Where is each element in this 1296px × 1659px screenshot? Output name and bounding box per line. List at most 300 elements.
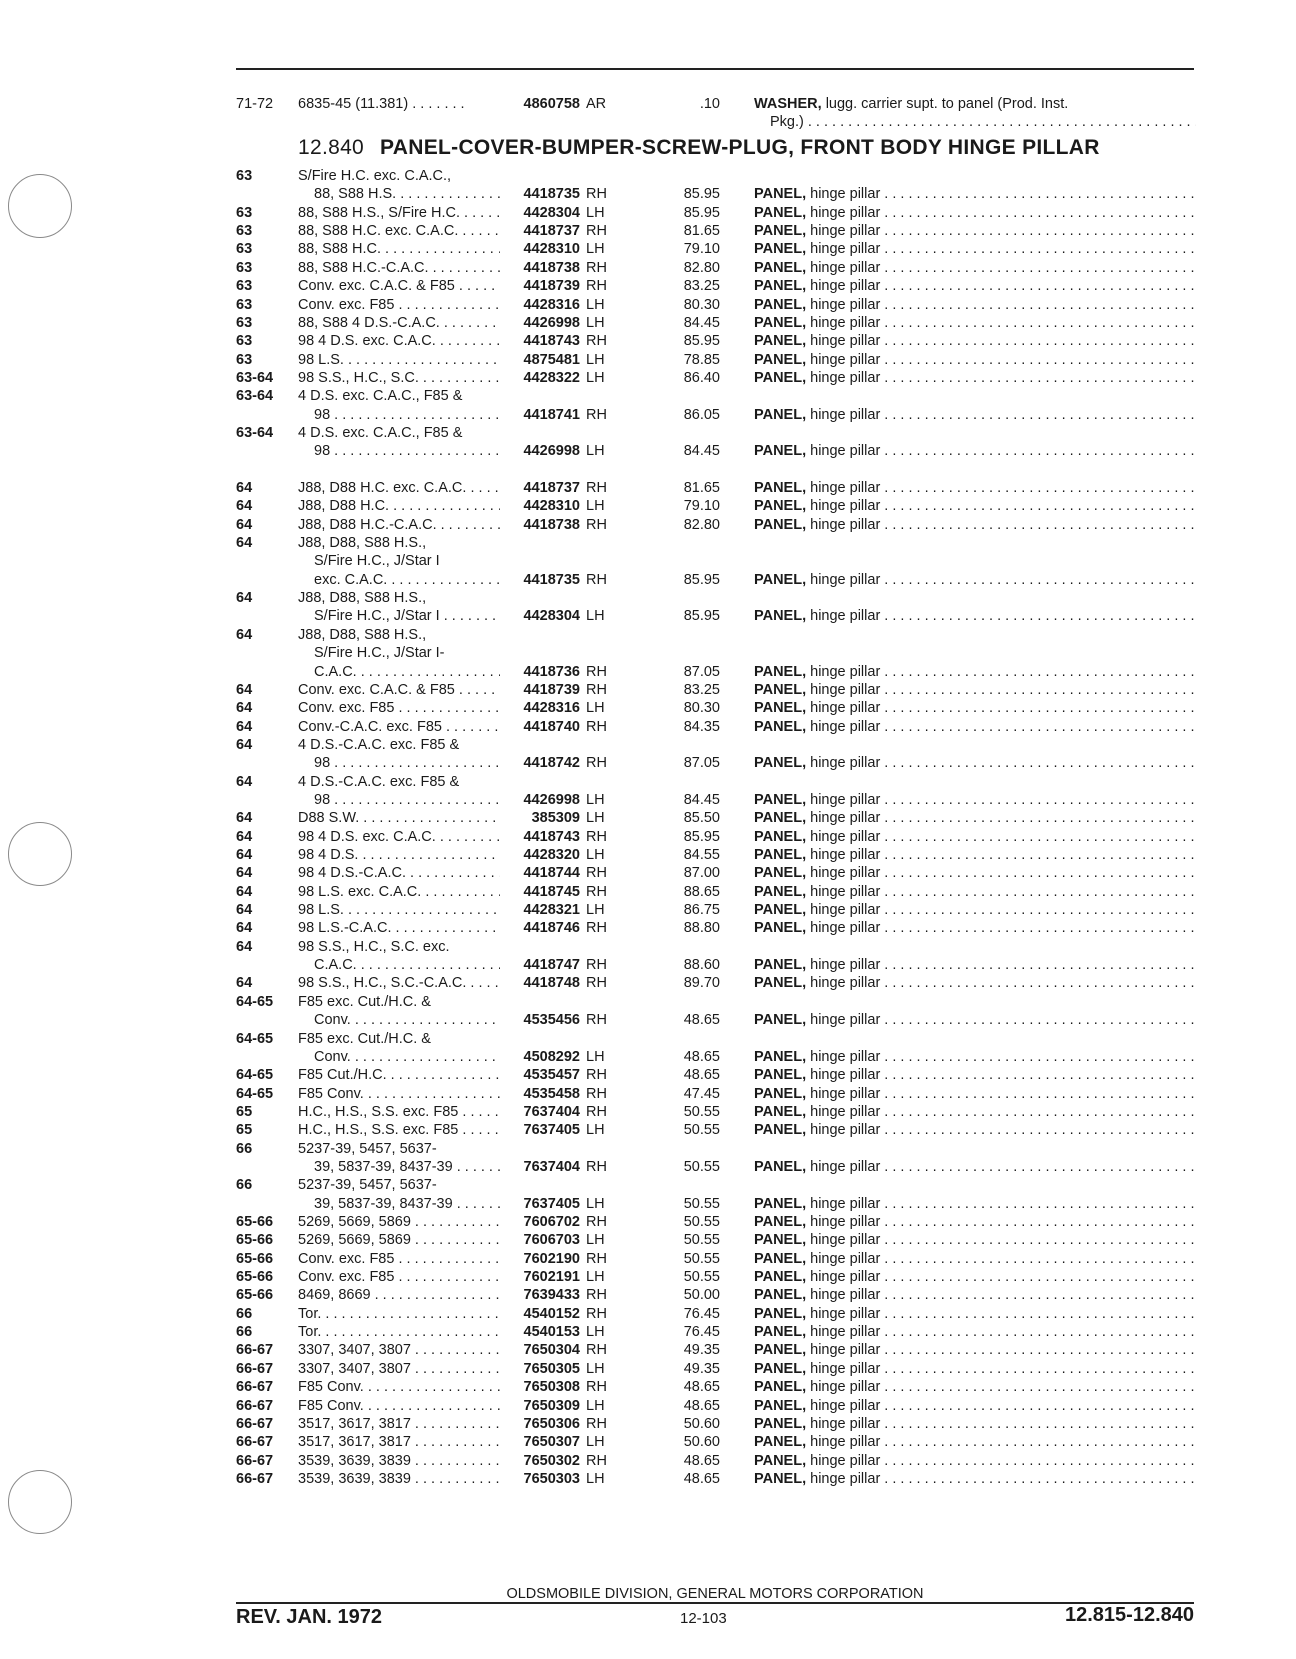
part-number: 4535457 bbox=[523, 1067, 580, 1084]
table-row-continuation bbox=[236, 992, 1196, 1012]
part-name: PANEL, bbox=[754, 1287, 807, 1304]
part-desc: hinge pillar bbox=[806, 957, 881, 974]
year: 64-65 bbox=[236, 993, 274, 1010]
part-number: 4426998 bbox=[523, 443, 580, 460]
model: 5237-39, 5457, 5637- bbox=[298, 1177, 437, 1194]
model: exc. C.A.C. . . . bbox=[314, 570, 500, 590]
part-name: PANEL, bbox=[754, 351, 807, 368]
price: 50.00 bbox=[683, 1287, 720, 1304]
model: 3539, 3639, 3839 . . . bbox=[298, 1451, 500, 1471]
description bbox=[754, 203, 1196, 223]
section-range: 12.815-12.840 bbox=[1064, 1604, 1194, 1626]
table-row bbox=[236, 753, 1196, 773]
year: 65-66 bbox=[236, 1214, 274, 1230]
top-rule bbox=[236, 68, 1194, 70]
side: RH bbox=[586, 1415, 607, 1432]
table-row bbox=[236, 276, 1196, 296]
part-name: PANEL, bbox=[754, 1122, 807, 1139]
side: RH bbox=[586, 223, 607, 240]
table-row bbox=[236, 790, 1196, 810]
year: 64 bbox=[236, 773, 253, 790]
year: 65-66 bbox=[236, 1232, 274, 1249]
price: 50.60 bbox=[683, 1415, 720, 1432]
part-name: PANEL, bbox=[754, 1012, 807, 1029]
year: 66-67 bbox=[236, 1434, 274, 1451]
description bbox=[754, 1047, 1196, 1067]
part-number: 7650305 bbox=[523, 1360, 580, 1377]
model: 88, S88 H.S. . . . bbox=[314, 184, 500, 204]
year: 63 bbox=[236, 259, 253, 276]
model: 4 D.S.-C.A.C. exc. F85 & bbox=[298, 773, 460, 790]
price: 86.05 bbox=[683, 406, 720, 423]
part-name: PANEL, bbox=[754, 1360, 807, 1377]
part-number: 4535458 bbox=[523, 1085, 580, 1102]
description bbox=[754, 1120, 1196, 1140]
year: 64 bbox=[236, 938, 253, 955]
price: 48.65 bbox=[683, 1379, 720, 1396]
model: 98 4 D.S. exc. C.A.C. . . . bbox=[298, 331, 500, 351]
binder-hole-top bbox=[8, 174, 72, 238]
table-row bbox=[236, 808, 1196, 828]
year: 64 bbox=[236, 590, 253, 606]
part-name: PANEL, bbox=[754, 333, 807, 350]
part-name: PANEL, bbox=[754, 1214, 807, 1230]
part-number: 4418735 bbox=[523, 571, 580, 588]
table-row bbox=[236, 845, 1196, 865]
table-row bbox=[236, 1065, 1196, 1085]
side: LH bbox=[586, 1324, 605, 1341]
description bbox=[754, 1212, 1196, 1232]
price: 86.40 bbox=[683, 369, 720, 386]
part-number: 4418748 bbox=[523, 975, 580, 992]
part-desc: hinge pillar bbox=[806, 975, 881, 992]
year: 64-65 bbox=[236, 1067, 274, 1084]
model: J88, D88, S88 H.S., bbox=[298, 590, 427, 606]
table-row bbox=[236, 973, 1196, 993]
part-name: PANEL, bbox=[754, 406, 807, 423]
table-row bbox=[236, 918, 1196, 938]
description bbox=[754, 1322, 1196, 1342]
table-row bbox=[236, 1432, 1196, 1452]
price: 50.60 bbox=[683, 1434, 720, 1451]
model: Tor. . . . bbox=[298, 1304, 500, 1324]
table-row bbox=[236, 203, 1196, 223]
price: 48.65 bbox=[683, 1397, 720, 1414]
price: 84.35 bbox=[683, 718, 720, 735]
model: 98 . . . bbox=[314, 441, 500, 461]
side: RH bbox=[586, 828, 607, 845]
model: S/Fire H.C. exc. C.A.C., bbox=[298, 168, 452, 184]
part-number: 7650309 bbox=[523, 1397, 580, 1414]
part-desc: hinge pillar bbox=[806, 1360, 881, 1377]
price: 50.55 bbox=[683, 1103, 720, 1120]
part-number: 7606702 bbox=[523, 1214, 580, 1230]
side: LH bbox=[586, 241, 605, 258]
model: 98 4 D.S.-C.A.C. . . . bbox=[298, 863, 500, 883]
part-name: PANEL, bbox=[754, 1415, 807, 1432]
table-row bbox=[236, 1396, 1196, 1416]
side: RH bbox=[586, 571, 607, 588]
year: 63 bbox=[236, 241, 253, 258]
description bbox=[754, 1359, 1196, 1379]
description bbox=[754, 827, 1196, 847]
table-row bbox=[236, 955, 1196, 975]
year: 71-72 bbox=[236, 96, 274, 112]
price: 50.55 bbox=[683, 1195, 720, 1212]
model: Conv. exc. F85 . . . bbox=[298, 698, 500, 718]
page-number: 12-103 bbox=[680, 1610, 727, 1627]
model: F85 Conv. . . . bbox=[298, 1396, 500, 1416]
model: C.A.C. . . . bbox=[314, 955, 500, 975]
side: LH bbox=[586, 902, 605, 918]
side: LH bbox=[586, 498, 605, 515]
price: 49.35 bbox=[683, 1342, 720, 1359]
year: 64 bbox=[236, 498, 253, 515]
table-row bbox=[236, 1377, 1196, 1397]
table-row bbox=[236, 1047, 1196, 1067]
price: 85.95 bbox=[683, 608, 720, 625]
side: RH bbox=[586, 1452, 607, 1469]
part-desc: hinge pillar bbox=[806, 1103, 881, 1120]
side: RH bbox=[586, 1305, 607, 1322]
part-desc: hinge pillar bbox=[806, 296, 881, 313]
part-name: PANEL, bbox=[754, 1379, 807, 1396]
table-row bbox=[236, 496, 1196, 516]
table-row bbox=[236, 1230, 1196, 1250]
table-row bbox=[236, 1414, 1196, 1434]
year: 64 bbox=[236, 883, 253, 900]
model: Conv.-C.A.C. exc. F85 . . . bbox=[298, 717, 500, 737]
side: RH bbox=[586, 865, 607, 882]
side: LH bbox=[586, 351, 605, 368]
description bbox=[754, 441, 1196, 461]
part-name: PANEL, bbox=[754, 718, 807, 735]
part-number: 4418743 bbox=[523, 333, 580, 350]
price: 87.05 bbox=[683, 663, 720, 680]
part-name: PANEL, bbox=[754, 865, 807, 882]
side: LH bbox=[586, 1232, 605, 1249]
part-desc: hinge pillar bbox=[806, 681, 881, 698]
part-name: PANEL, bbox=[754, 700, 807, 717]
year: 64 bbox=[236, 975, 253, 992]
year: 64 bbox=[236, 847, 253, 863]
model: 98 S.S., H.C., S.C. . . . bbox=[298, 368, 500, 388]
side: LH bbox=[586, 847, 605, 863]
year: 63 bbox=[236, 204, 253, 221]
part-name: PANEL, bbox=[754, 223, 807, 240]
part-name: PANEL, bbox=[754, 1452, 807, 1469]
part-name: PANEL, bbox=[754, 902, 807, 918]
part-number: 7650302 bbox=[523, 1452, 580, 1469]
model: 3517, 3617, 3817 . . . bbox=[298, 1432, 500, 1452]
table-row bbox=[236, 1469, 1196, 1489]
price: 48.65 bbox=[683, 1048, 720, 1065]
part-name: PANEL, bbox=[754, 847, 807, 863]
year: 66-67 bbox=[236, 1379, 274, 1396]
model: F85 Cut./H.C. . . . bbox=[298, 1065, 500, 1085]
part-name: PANEL, bbox=[754, 204, 807, 221]
model: 98 . . . bbox=[314, 405, 500, 425]
model: 88, S88 H.C. exc. C.A.C. . . . bbox=[298, 221, 500, 241]
part-desc: hinge pillar bbox=[806, 1324, 881, 1341]
price: 76.45 bbox=[683, 1324, 720, 1341]
table-row-continuation bbox=[236, 588, 1196, 608]
model: 98 S.S., H.C., S.C.-C.A.C. . . . bbox=[298, 973, 500, 993]
price: 80.30 bbox=[683, 700, 720, 717]
side: RH bbox=[586, 406, 607, 423]
part-name: PANEL, bbox=[754, 957, 807, 974]
model: 88, S88 4 D.S.-C.A.C. . . . bbox=[298, 313, 500, 333]
part-name: PANEL, bbox=[754, 1232, 807, 1249]
part-number: 4418738 bbox=[523, 259, 580, 276]
part-desc: hinge pillar bbox=[806, 1214, 881, 1230]
table-row-continuation bbox=[236, 643, 1196, 663]
model: D88 S.W. . . . bbox=[298, 808, 500, 828]
table-row bbox=[236, 698, 1196, 718]
description bbox=[754, 1230, 1196, 1250]
year: 64 bbox=[236, 681, 253, 698]
description bbox=[754, 662, 1196, 682]
model: Conv. exc. F85 . . . bbox=[298, 1267, 500, 1287]
year: 63 bbox=[236, 296, 253, 313]
model: 39, 5837-39, 8437-39 . . . bbox=[314, 1194, 500, 1214]
price: 85.95 bbox=[683, 333, 720, 350]
model: H.C., H.S., S.S. exc. F85 . . . bbox=[298, 1120, 500, 1140]
part-desc: hinge pillar bbox=[806, 902, 881, 918]
description bbox=[754, 900, 1196, 920]
description bbox=[754, 478, 1196, 498]
model: F85 exc. Cut./H.C. & bbox=[298, 993, 431, 1010]
section-heading bbox=[298, 136, 1100, 160]
description bbox=[754, 1340, 1196, 1360]
table-row bbox=[236, 368, 1196, 388]
side: LH bbox=[586, 1048, 605, 1065]
part-number: 4418735 bbox=[523, 186, 580, 203]
side: LH bbox=[586, 791, 605, 808]
part-desc: hinge pillar bbox=[806, 1158, 881, 1175]
side: RH bbox=[586, 681, 607, 698]
description: WASHER, lugg. carrier supt. to panel (Prod. Inst. bbox=[754, 96, 1069, 112]
part-number: 4508292 bbox=[523, 1048, 580, 1065]
table-row-continuation bbox=[236, 1029, 1196, 1049]
part-number: 4428304 bbox=[523, 204, 580, 221]
side: RH bbox=[586, 1379, 607, 1396]
part-name: PANEL, bbox=[754, 369, 807, 386]
part-number: 7637404 bbox=[523, 1103, 580, 1120]
model: Conv. . . . bbox=[314, 1047, 500, 1067]
price: 81.65 bbox=[683, 223, 720, 240]
description bbox=[754, 918, 1196, 938]
table-row bbox=[236, 515, 1196, 535]
part-desc: hinge pillar bbox=[806, 865, 881, 882]
side: RH bbox=[586, 1067, 607, 1084]
table-row bbox=[236, 221, 1196, 241]
table-row bbox=[236, 313, 1196, 333]
binder-hole-bottom bbox=[8, 1470, 72, 1534]
model: 4 D.S. exc. C.A.C., F85 & bbox=[298, 388, 463, 405]
price: 79.10 bbox=[683, 241, 720, 258]
model: 5269, 5669, 5869 . . . bbox=[298, 1212, 500, 1232]
model: 5237-39, 5457, 5637- bbox=[298, 1140, 437, 1157]
year: 64-65 bbox=[236, 1085, 274, 1102]
top-entry-continuation bbox=[236, 112, 1196, 132]
part-number: 7602191 bbox=[523, 1269, 580, 1285]
part-number: 7650303 bbox=[523, 1470, 580, 1487]
part-name: PANEL, bbox=[754, 443, 807, 460]
table-row bbox=[236, 239, 1196, 259]
part-desc: hinge pillar bbox=[806, 1397, 881, 1414]
side: LH bbox=[586, 608, 605, 625]
table-row bbox=[236, 1084, 1196, 1104]
binder-hole-middle bbox=[8, 822, 72, 886]
part-name: PANEL, bbox=[754, 1434, 807, 1451]
side: LH bbox=[586, 369, 605, 386]
price: 78.85 bbox=[683, 351, 720, 368]
description bbox=[754, 515, 1196, 535]
year: 66-67 bbox=[236, 1360, 274, 1377]
model: 3307, 3407, 3807 . . . bbox=[298, 1359, 500, 1379]
part-number: 4418739 bbox=[523, 681, 580, 698]
side: RH bbox=[586, 1103, 607, 1120]
part-name: PANEL, bbox=[754, 1158, 807, 1175]
table-row-continuation bbox=[236, 1139, 1196, 1159]
table-row-continuation bbox=[236, 772, 1196, 792]
description bbox=[754, 239, 1196, 259]
part-number: 4428321 bbox=[523, 902, 580, 918]
model: 98 . . . bbox=[314, 753, 500, 773]
description bbox=[754, 331, 1196, 351]
part-name: PANEL, bbox=[754, 810, 807, 827]
model: S/Fire H.C., J/Star I . . . bbox=[314, 606, 500, 626]
price: 50.55 bbox=[683, 1232, 720, 1249]
table-row-continuation bbox=[236, 1175, 1196, 1195]
description bbox=[754, 1396, 1196, 1416]
model: 3307, 3407, 3807 . . . bbox=[298, 1340, 500, 1360]
table-row bbox=[236, 1304, 1196, 1324]
side: LH bbox=[586, 700, 605, 717]
year: 66-67 bbox=[236, 1415, 274, 1432]
part-name: PANEL, bbox=[754, 1195, 807, 1212]
part-number: 4418747 bbox=[523, 957, 580, 974]
part-name: PANEL, bbox=[754, 1085, 807, 1102]
part-number: 7650306 bbox=[523, 1415, 580, 1432]
part-name: PANEL, bbox=[754, 259, 807, 276]
model: 3539, 3639, 3839 . . . bbox=[298, 1469, 500, 1489]
part-number: 4428304 bbox=[523, 608, 580, 625]
model: 39, 5837-39, 8437-39 . . . bbox=[314, 1157, 500, 1177]
part-number: 4418744 bbox=[523, 865, 580, 882]
part-name: PANEL, bbox=[754, 186, 807, 203]
table-row bbox=[236, 295, 1196, 315]
description bbox=[754, 184, 1196, 204]
side: RH bbox=[586, 1214, 607, 1230]
model: 98 L.S. . . . bbox=[298, 350, 500, 370]
price: 85.95 bbox=[683, 571, 720, 588]
part-desc: hinge pillar bbox=[806, 186, 881, 203]
price: 76.45 bbox=[683, 1305, 720, 1322]
part-desc: hinge pillar bbox=[806, 1250, 881, 1267]
side: LH bbox=[586, 1360, 605, 1377]
description-continuation: Pkg.) . . . bbox=[770, 112, 1196, 132]
part-desc: hinge pillar bbox=[806, 443, 881, 460]
part-name: PANEL, bbox=[754, 1324, 807, 1341]
side: LH bbox=[586, 1470, 605, 1487]
part-desc: hinge pillar bbox=[806, 1287, 881, 1304]
part-desc: hinge pillar bbox=[806, 241, 881, 258]
side: LH bbox=[586, 443, 605, 460]
year: 64-65 bbox=[236, 1030, 274, 1047]
part-number: 4428310 bbox=[523, 241, 580, 258]
description bbox=[754, 863, 1196, 883]
side: RH bbox=[586, 957, 607, 974]
part-desc: hinge pillar bbox=[806, 1232, 881, 1249]
part-desc: hinge pillar bbox=[806, 1452, 881, 1469]
model: J88, D88 H.C. exc. C.A.C. . . . bbox=[298, 478, 500, 498]
part-number: 7650307 bbox=[523, 1434, 580, 1451]
description bbox=[754, 845, 1196, 865]
price: 85.95 bbox=[683, 204, 720, 221]
year: 66-67 bbox=[236, 1342, 274, 1359]
part-desc: hinge pillar bbox=[806, 791, 881, 808]
part-number: 4426998 bbox=[523, 791, 580, 808]
side: AR bbox=[586, 96, 607, 112]
table-row bbox=[236, 1267, 1196, 1287]
price: 81.65 bbox=[683, 480, 720, 496]
year: 64 bbox=[236, 828, 253, 845]
model: J88, D88 H.C.-C.A.C. . . . bbox=[298, 515, 500, 535]
price: 50.55 bbox=[683, 1122, 720, 1139]
table-row bbox=[236, 717, 1196, 737]
year: 63 bbox=[236, 314, 253, 331]
model: S/Fire H.C., J/Star I bbox=[314, 553, 440, 570]
year: 63-64 bbox=[236, 388, 274, 405]
part-desc: hinge pillar bbox=[806, 1048, 881, 1065]
side: RH bbox=[586, 755, 607, 772]
year: 64 bbox=[236, 902, 253, 918]
part-number: 385309 bbox=[531, 810, 580, 827]
side: RH bbox=[586, 718, 607, 735]
part-name: PANEL, bbox=[754, 241, 807, 258]
table-row bbox=[236, 1212, 1196, 1232]
part-name: PANEL, bbox=[754, 1048, 807, 1065]
description bbox=[754, 1084, 1196, 1104]
model: 98 S.S., H.C., S.C. exc. bbox=[298, 938, 450, 955]
table-row bbox=[236, 1157, 1196, 1177]
part-number: 7650304 bbox=[523, 1342, 580, 1359]
side: RH bbox=[586, 1342, 607, 1359]
part-desc: hinge pillar bbox=[806, 700, 881, 717]
part-number: 4540152 bbox=[523, 1305, 580, 1322]
part-desc: hinge pillar bbox=[806, 351, 881, 368]
part-desc: hinge pillar bbox=[806, 516, 881, 533]
price: 87.00 bbox=[683, 865, 720, 882]
price: 50.55 bbox=[683, 1269, 720, 1285]
part-number: 4535456 bbox=[523, 1012, 580, 1029]
model: 98 L.S.-C.A.C. . . . bbox=[298, 918, 500, 938]
part-name: PANEL, bbox=[754, 791, 807, 808]
part-number: 4426998 bbox=[523, 314, 580, 331]
year: 64 bbox=[236, 700, 253, 717]
model: 98 4 D.S. . . . bbox=[298, 845, 500, 865]
part-number: 4875481 bbox=[523, 351, 580, 368]
model: 6835-45 (11.381) . . . . . . . bbox=[298, 96, 465, 112]
part-number: 4428316 bbox=[523, 700, 580, 717]
part-name: PANEL, bbox=[754, 314, 807, 331]
part-number: 4418737 bbox=[523, 480, 580, 496]
part-number: 4540153 bbox=[523, 1324, 580, 1341]
year: 65-66 bbox=[236, 1269, 274, 1285]
side: RH bbox=[586, 1250, 607, 1267]
